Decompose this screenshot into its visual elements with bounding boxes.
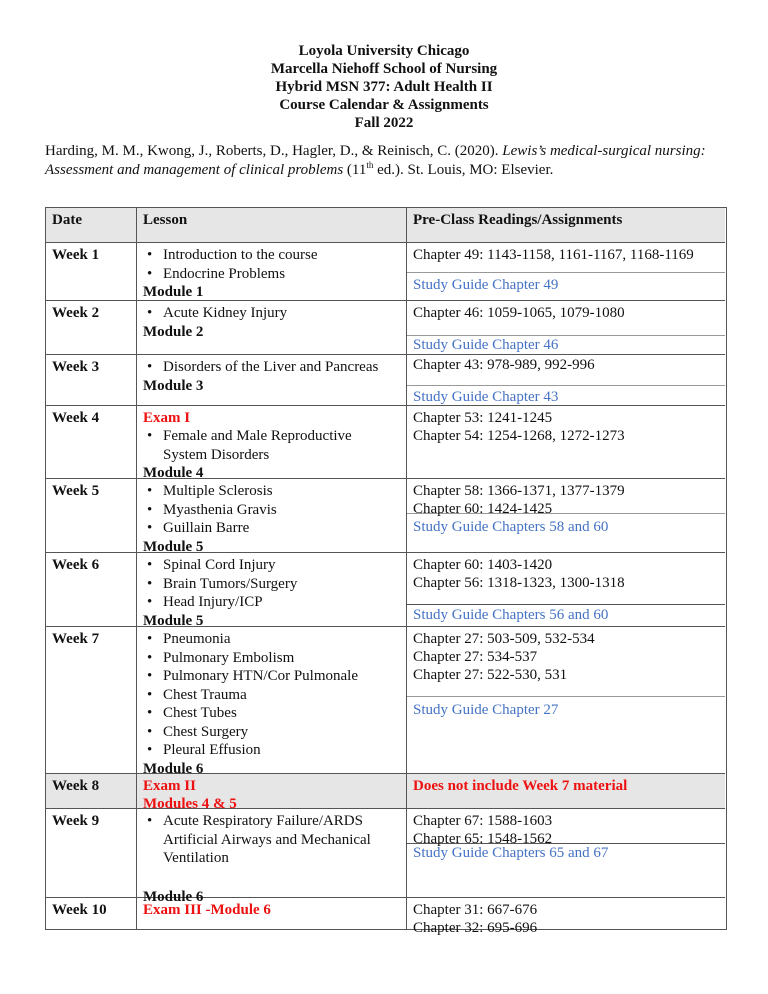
reading-item: Chapter 43: 978-989, 992-996 <box>413 357 595 373</box>
week-label: Week 1 <box>52 247 100 263</box>
lesson-topic: • Chest Trauma <box>143 686 400 705</box>
document-title: Course Calendar & Assignments <box>279 97 489 113</box>
lesson-topic: • Pulmonary Embolism <box>143 649 400 668</box>
exam-modules: Modules 4 & 5 <box>143 796 237 812</box>
study-guide-link[interactable]: Study Guide Chapters 56 and 60 <box>413 607 609 623</box>
module-label: Module 6 <box>143 760 204 777</box>
lesson-topic: • Head Injury/ICP <box>143 593 400 612</box>
readings-cell <box>407 353 725 377</box>
week-label: Week 6 <box>52 557 100 573</box>
lesson-cell <box>137 479 406 559</box>
reading-item: Chapter 67: 1588-1603 <box>413 813 553 829</box>
citation-edition: (11 <box>343 161 367 178</box>
study-guide-link[interactable]: Study Guide Chapters 65 and 67 <box>413 845 609 861</box>
module-label: Module 2 <box>143 323 204 340</box>
reading-item: Chapter 60: 1424-1425 <box>413 501 553 517</box>
reading-item: Chapter 60: 1403-1420 <box>413 557 553 573</box>
university-name: Loyola University Chicago <box>298 43 470 59</box>
readings-cell <box>407 243 725 267</box>
module-label: Module 5 <box>143 612 204 629</box>
reading-item: Chapter 27: 522-530, 531 <box>413 667 568 683</box>
lesson-topic: • Pneumonia <box>143 630 400 649</box>
study-guide-link[interactable]: Study Guide Chapter 49 <box>413 277 559 293</box>
lesson-topic: • Acute Kidney Injury <box>143 304 400 323</box>
readings-cell <box>407 898 725 940</box>
reading-item: Chapter 65: 1548-1562 <box>413 831 553 847</box>
readings-cell <box>407 627 725 687</box>
column-header-date: Date <box>52 212 82 228</box>
lesson-topic: • Chest Tubes <box>143 704 400 723</box>
study-guide-link[interactable]: Study Guide Chapter 46 <box>413 337 559 353</box>
week-label: Week 9 <box>52 813 100 829</box>
reading-item: Chapter 56: 1318-1323, 1300-1318 <box>413 575 625 591</box>
exam-label: Exam II <box>143 778 196 794</box>
lesson-cell <box>137 809 406 909</box>
reading-item: Chapter 58: 1366-1371, 1377-1379 <box>413 483 625 499</box>
reading-item: Chapter 49: 1143-1158, 1161-1167, 1168-1169 <box>413 247 694 263</box>
textbook-citation <box>45 142 735 179</box>
citation-edition-suffix: th <box>366 159 374 170</box>
study-guide-link[interactable]: Study Guide Chapters 58 and 60 <box>413 519 609 535</box>
week-label: Week 7 <box>52 631 100 647</box>
column-header-lesson: Lesson <box>143 212 188 228</box>
reading-item: Chapter 54: 1254-1268, 1272-1273 <box>413 428 625 444</box>
lesson-topic: • Female and Male Reproductive System Disorders <box>143 427 363 464</box>
lesson-cell <box>137 301 406 344</box>
lesson-cell <box>137 406 406 485</box>
citation-book-title: Lewis’s medical-surgical nursing: Assessment and management of clinical problems <box>45 143 706 178</box>
module-label: Module 1 <box>143 284 204 300</box>
reading-item: Chapter 27: 534-537 <box>413 649 538 665</box>
lesson-topic: • Myasthenia Gravis <box>143 501 400 520</box>
exam-label: Exam III -Module 6 <box>143 902 271 918</box>
school-name: Marcella Niehoff School of Nursing <box>270 61 498 77</box>
module-label: Module 5 <box>143 538 204 555</box>
term: Fall 2022 <box>354 115 414 131</box>
lesson-cell <box>137 355 406 398</box>
exam-note: Does not include Week 7 material <box>413 778 628 794</box>
module-label: Module 4 <box>143 465 204 481</box>
lesson-cell <box>137 243 406 304</box>
lesson-topic: • Pulmonary HTN/Cor Pulmonale <box>143 667 400 686</box>
reading-item: Chapter 31: 667-676 <box>413 902 538 918</box>
citation-publisher: ed.). St. Louis, MO: Elsevier. <box>373 161 554 178</box>
lesson-topic: • Multiple Sclerosis <box>143 482 400 501</box>
column-header-readings: Pre-Class Readings/Assignments <box>413 212 623 228</box>
course-name: Hybrid MSN 377: Adult Health II <box>275 79 493 95</box>
document-title-block <box>0 42 768 132</box>
lesson-topic: • Spinal Cord Injury <box>143 556 400 575</box>
lesson-topic: • Introduction to the course <box>143 246 400 265</box>
lesson-cell <box>137 898 406 922</box>
course-calendar-table <box>45 207 727 936</box>
module-label: Module 3 <box>143 377 204 394</box>
week-label: Week 2 <box>52 305 100 321</box>
lesson-topic: • Brain Tumors/Surgery <box>143 575 400 594</box>
lesson-topic: • Pleural Effusion <box>143 741 400 760</box>
week-label: Week 10 <box>52 902 107 918</box>
citation-authors: Harding, M. M., Kwong, J., Roberts, D., Hagler, D., & Reinisch, C. (2020). <box>45 143 503 159</box>
readings-cell <box>407 406 725 448</box>
lesson-topic: • Guillain Barre <box>143 519 400 538</box>
week-label: Week 4 <box>52 410 100 426</box>
module-label: Module 6 <box>143 888 204 905</box>
lesson-topic: • Endocrine Problems <box>143 265 400 284</box>
reading-item: Chapter 53: 1241-1245 <box>413 410 553 426</box>
reading-item: Chapter 32: 695-696 <box>413 920 538 936</box>
reading-item: Chapter 46: 1059-1065, 1079-1080 <box>413 305 625 321</box>
study-guide-link[interactable]: Study Guide Chapter 27 <box>413 702 559 718</box>
week-label: Week 8 <box>52 778 100 794</box>
readings-cell <box>407 553 725 595</box>
lesson-cell <box>137 553 406 633</box>
week-label: Week 5 <box>52 483 100 499</box>
lesson-topic: • Acute Respiratory Failure/ARDS Artificial Airways and Mechanical Ventilation <box>143 812 388 868</box>
readings-cell <box>407 301 725 325</box>
lesson-topic: • Disorders of the Liver and Pancreas <box>143 358 400 377</box>
exam-label: Exam I <box>143 410 191 426</box>
study-guide-link[interactable]: Study Guide Chapter 43 <box>413 389 559 405</box>
lesson-topic: • Chest Surgery <box>143 723 400 742</box>
reading-item: Chapter 27: 503-509, 532-534 <box>413 631 595 647</box>
lesson-cell <box>137 627 406 781</box>
week-label: Week 3 <box>52 359 100 375</box>
